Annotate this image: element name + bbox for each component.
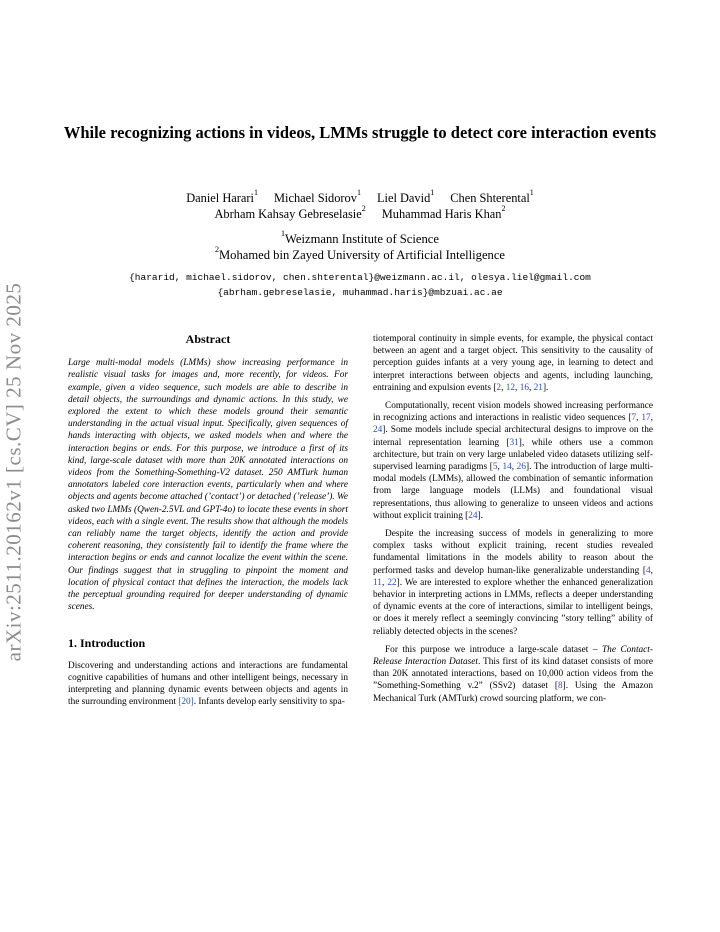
citation-link[interactable]: 5	[492, 462, 498, 473]
author-name-text: Daniel Harari	[186, 191, 254, 205]
text-run: Despite the increasing success of models in generalizing to more complex tasks without explicit training, recent studies revealed fundamental limitations in the models ability to reason about the performed tasks and develop human-like generalizable understanding [	[373, 529, 653, 576]
affiliation-marker: 1	[254, 188, 258, 197]
abstract-heading: Abstract	[185, 332, 231, 346]
text-run: ,	[636, 413, 642, 424]
introduction-paragraph	[68, 660, 348, 709]
citation-link[interactable]: 21	[533, 382, 543, 393]
affiliation-marker: 2	[501, 204, 506, 213]
affiliation-marker: 2	[361, 204, 366, 213]
affiliations	[60, 231, 660, 263]
citation-link[interactable]: 12	[505, 382, 516, 393]
body-paragraph	[373, 644, 653, 705]
author-name-text: Michael Sidorov	[274, 191, 357, 205]
introduction-heading: 1. Introduction	[68, 636, 146, 651]
text-run: ,	[381, 577, 388, 588]
citation-link[interactable]: 26	[516, 462, 526, 473]
author-name	[186, 190, 258, 206]
affiliation-number: 1	[281, 229, 286, 238]
text-run: ,	[501, 382, 506, 393]
emphasis-text: The Contact-Release Interaction Dataset	[373, 644, 653, 668]
body-paragraph	[373, 400, 653, 522]
text-run: Discovering and understanding actions and interactions are fundamental cognitive capabilities of humans and other intelligent beings, necessary in interpreting and planning dynamic events between objects and agents in the surrounding environment	[68, 660, 348, 708]
author-name-text: Abrham Kahsay Gebreselasie	[214, 207, 362, 221]
text-run: tiotemporal continuity in simple events, for example, the physical contact between an agent and a target object. This sensitivity to the causality of perception guides infants at a very young age, in learning to detect and interpret interactions between objects and agents, including launching, entraining and expulsion events [	[373, 334, 653, 393]
text-run: ,	[650, 413, 653, 424]
citation-link[interactable]: 7	[631, 413, 637, 424]
citation-link[interactable]: 2	[496, 382, 502, 393]
text-run: ].	[477, 510, 483, 521]
author-name	[382, 206, 506, 222]
paper-title: While recognizing actions in videos, LMMs struggle to detect core interaction events	[63, 123, 657, 142]
author-name	[450, 190, 534, 206]
author-name	[274, 190, 361, 206]
citation-link[interactable]: 11	[373, 577, 382, 588]
text-run: ,	[497, 462, 503, 473]
right-column	[373, 333, 653, 711]
affiliation-marker: 1	[529, 188, 534, 197]
affiliation-name: Mohamed bin Zayed University of Artificial Intelligence	[218, 248, 506, 262]
author-emails	[60, 271, 660, 300]
affiliation-marker: 1	[430, 188, 435, 197]
text-run: ,	[511, 462, 517, 473]
author-line-1	[60, 190, 660, 206]
affiliation-2	[60, 247, 660, 263]
affiliation-number: 2	[214, 245, 219, 254]
citation-link[interactable]: 8	[557, 681, 563, 692]
text-run: ]. Using the Amazon Mechanical Turk (AMTurk) crowd sourcing platform, we con-	[373, 681, 653, 704]
citation-link[interactable]: 14	[502, 462, 512, 473]
citation-link[interactable]: 24	[468, 510, 478, 521]
citation-link[interactable]: [20]	[178, 697, 194, 708]
text-run: . This first of its kind dataset consists of more than 20K annotated interactions, based on 10,000 action videos from the ”Something-Something v.2” (SSv2) dataset [	[373, 657, 653, 692]
text-run: ,	[650, 565, 653, 576]
text-run: Computationally, recent vision models showed increasing performance in recognizing actions and interactions in realistic video sequences [	[373, 401, 653, 424]
citation-link[interactable]: 4	[646, 565, 651, 576]
text-run: ,	[528, 382, 534, 393]
arxiv-id-text: arXiv:2511.20162v1 [cs.CV] 25 Nov 2025	[1, 282, 26, 662]
author-name	[214, 206, 365, 222]
text-run: ,	[515, 382, 520, 393]
affiliation-name: Weizmann Institute of Science	[285, 232, 439, 246]
text-run: ]. Some models include special architectural designs to improve on the internal representation learning [	[373, 425, 653, 448]
author-name-text: Muhammad Haris Khan	[381, 207, 502, 221]
author-list	[60, 190, 660, 222]
citation-link[interactable]: 24	[373, 425, 383, 436]
citation-link[interactable]: 17	[641, 413, 651, 424]
text-run: ], while others use a common architecture, but train on very large unlabeled video datasets utilizing self-supervised learning paradigms [	[373, 437, 653, 473]
text-run: . Infants develop early sensitivity to spa-	[193, 697, 345, 708]
author-name-text: Chen Shterental	[450, 191, 530, 205]
affiliation-marker: 1	[356, 188, 361, 197]
author-name-text: Liel David	[376, 191, 431, 205]
text-run: ]. We are interested to explore whether the enhanced generalization behavior in interpreting actions in LMMs, reflects a deeper understanding of dynamic events at the core of interactions, similar to intelligent beings, or does it merely reflect a seemingly convincing ”story telling” ability of reliably detected objects in the scenes?	[373, 577, 653, 637]
email-line-1: {hararid, michael.sidorov, chen.shterental}@weizmann.ac.il, olesya.liel@gmail.com	[129, 272, 591, 283]
email-line-2: {abrham.gebreselasie, muhammad.haris}@mbzuai.ac.ae	[217, 286, 503, 298]
text-run: ]. The introduction of large multi-modal models (LMMs), allowed the combination of semantic information from large language models (LLMs) and foundational visual representations, thus allowing to generalize to unseen videos and actions without explicit training [	[373, 462, 653, 521]
author-name	[377, 190, 434, 206]
citation-link[interactable]: 22	[387, 577, 397, 588]
abstract-text: Large multi-modal models (LMMs) show increasing performance in realistic visual tasks for images and, more recently, for videos. For example, given a video sequence, such models are able to describe in detail objects, the surroundings and dynamic actions. In this study, we explored the extent to which these models ground their semantic understanding in the actual visual input. Specifically, given sequences of hands interacting with objects, we asked models when and where the interaction begins or ends. For this purpose, we introduce a first of its kind, large-scale dataset with more than 20K annotated interactions on videos from the Something-Something-V2 dataset. 250 AMTurk human annotators labeled core interaction events, particularly when and where objects and agents become attached (’contact’) or detached (’release’). We asked two LMMs (Qwen-2.5VL and GPT-4o) to locate these events in short videos, each with a single event. The results show that although the models can reliably name the target objects, identify the action and provide coherent reasoning, they consistently fail to identify the frame where the interaction begins or ends and cannot localize the event within the scene. Our findings suggest that in struggling to pinpoint the moment and location of physical contact that defines the interaction, the models lack the perceptual grounding required for deeper understanding of dynamic scenes.	[68, 358, 348, 613]
author-line-2	[60, 206, 660, 222]
text-run: ].	[542, 382, 549, 393]
text-run: For this purpose we introduce a large-scale dataset –	[385, 644, 602, 655]
body-paragraph	[373, 333, 653, 394]
left-column	[68, 333, 348, 708]
citation-link[interactable]: 31	[509, 437, 519, 448]
affiliation-1	[60, 231, 660, 247]
citation-link[interactable]: 16	[519, 382, 529, 393]
body-paragraph	[373, 528, 653, 638]
